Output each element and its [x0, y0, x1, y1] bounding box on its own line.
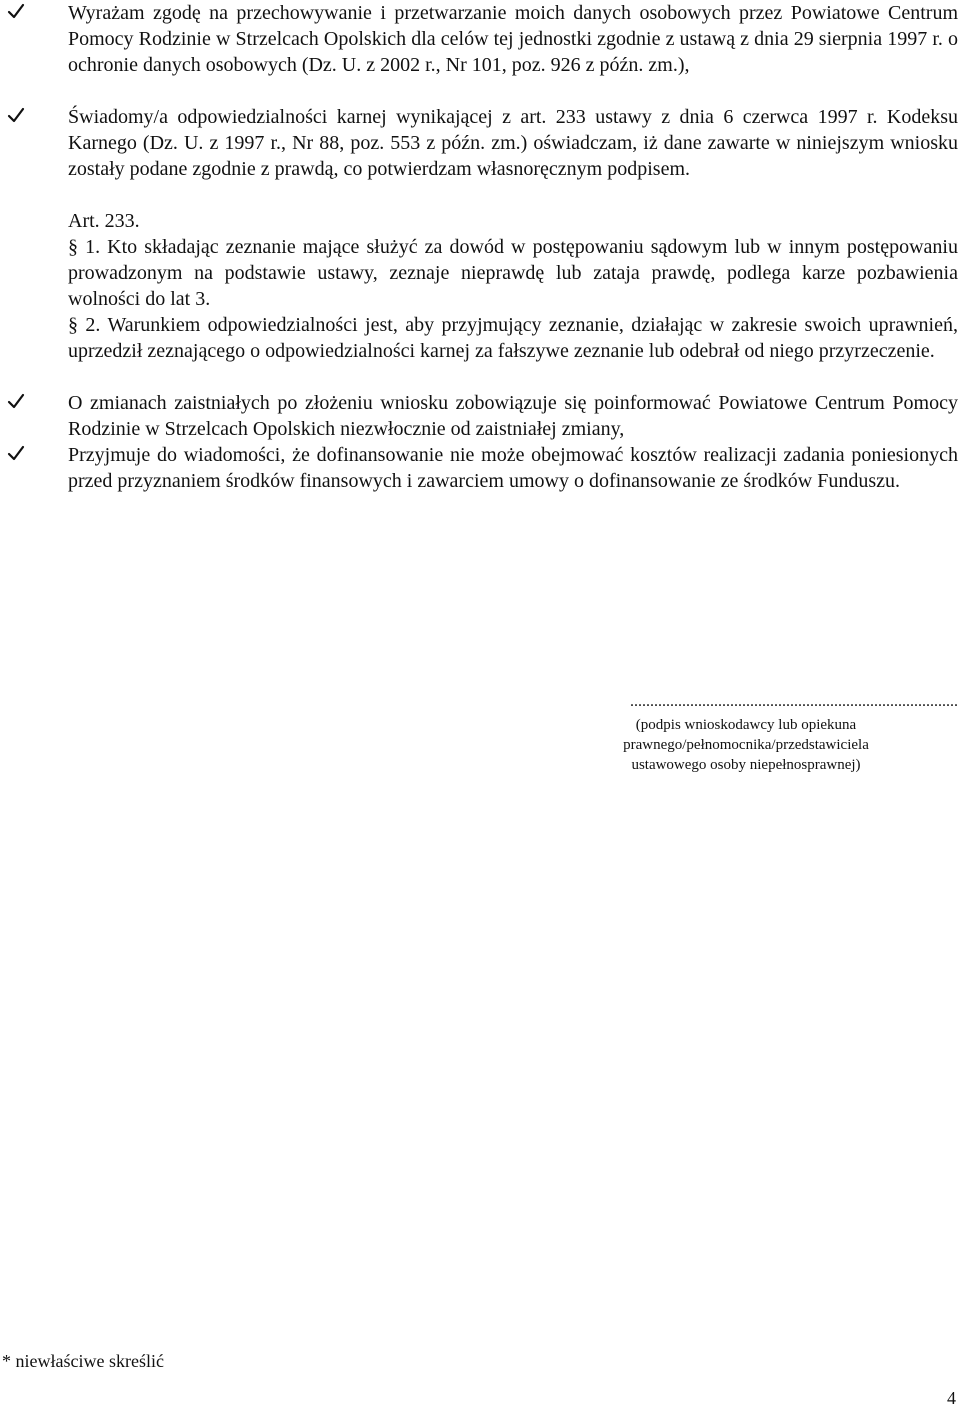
signature-caption — [596, 715, 896, 775]
signature-caption-line-2: prawnego/pełnomocnika/przedstawiciela — [623, 737, 869, 753]
article-heading: Art. 233. — [68, 210, 140, 232]
checkmark-icon — [6, 105, 26, 125]
consent-item-data-processing — [0, 0, 960, 78]
footnote: * niewłaściwe skreślić — [2, 1351, 164, 1371]
consent-item-funding-costs — [0, 442, 960, 494]
consent-item-change-notice — [0, 390, 960, 442]
signature-caption-line-1: (podpis wnioskodawcy lub opiekuna — [635, 717, 857, 733]
consent-item-liability — [0, 104, 960, 182]
consent-text: Przyjmuje do wiadomości, że dofinansowanie nie może obejmować kosztów realizacji zadania poniesionych przed przyznaniem środków finansowych i zawarciem umowy o dofinansowanie ze środków Funduszu. — [68, 444, 958, 492]
consent-text: Świadomy/a odpowiedzialności karnej wynikającej z art. 233 ustawy z dnia 6 czerwca 1997 r. Kodeksu Karnego (Dz. U. z 1997 r., Nr 88, poz. 553 z późn. zm.) oświadczam, iż dane zawarte w niniejszym wniosku zostały podane zgodnie z prawdą, co potwierdzam własnoręcznym podpisem. — [68, 106, 958, 180]
signature-line: .................................................................................. — [630, 693, 958, 710]
article-paragraph-2: § 2. Warunkiem odpowiedzialności jest, aby przyjmujący zeznanie, działając w zakresie swoich uprawnień, uprzedził zeznającego o odpowiedzialności karnej za fałszywe zeznanie lub odebrał od niego przyrzeczenie. — [68, 314, 958, 362]
article-paragraph-1: § 1. Kto składając zeznanie mające służyć za dowód w postępowaniu sądowym lub w innym postępowaniu prowadzonym na podstawie ustawy, zeznaje nieprawdę lub zataja prawdę, podlega karze pozbawienia wolności do lat 3. — [68, 236, 958, 310]
signature-caption-line-3: ustawowego osoby niepełnosprawnej) — [631, 757, 861, 773]
consent-text: Wyrażam zgodę na przechowywanie i przetwarzanie moich danych osobowych przez Powiatowe Centrum Pomocy Rodzinie w Strzelcach Opolskich dla celów tej jednostki zgodnie z ustawą z dnia 29 sierpnia 1997 r. o ochronie danych osobowych (Dz. U. z 2002 r., Nr 101, poz. 926 z późn. zm.), — [68, 2, 958, 76]
checkmark-icon — [6, 443, 26, 463]
page-number: 4 — [947, 1388, 956, 1408]
consent-text: O zmianach zaistniałych po złożeniu wniosku zobowiązuje się poinformować Powiatowe Centrum Pomocy Rodzinie w Strzelcach Opolskich niezwłocznie od zaistniałej zmiany, — [68, 392, 958, 440]
checkmark-icon — [6, 391, 26, 411]
checkmark-icon — [6, 1, 26, 21]
